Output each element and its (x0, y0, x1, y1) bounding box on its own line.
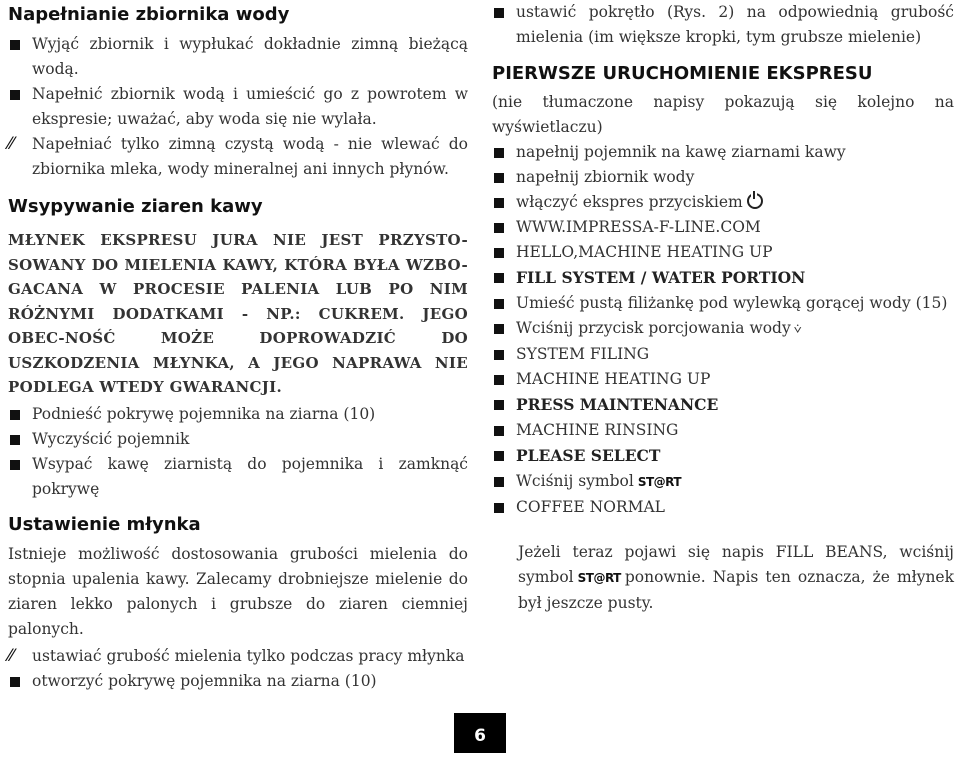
list-item: ustawić pokrętło (Rys. 2) na odpowiednią grubość mielenia (im większe kropki, tym grubsze mielenie) (492, 0, 954, 50)
list-item: HELLO,MACHINE HEATING UP (492, 240, 954, 265)
list-item: napełnij pojemnik na kawę ziarnami kawy (492, 140, 954, 165)
list-item: MACHINE HEATING UP (492, 367, 954, 392)
list-item: MACHINE RINSING (492, 418, 954, 443)
list-item: Wciśnij symbol ST@RT (492, 469, 954, 495)
list-item: Podnieść pokrywę pojemnika na ziarna (10) (8, 402, 468, 427)
square-bullet-icon (10, 677, 20, 687)
list-item: Wyczyścić pojemnik (8, 427, 468, 452)
square-bullet-icon (10, 40, 20, 50)
square-bullet-icon (10, 90, 20, 100)
start-symbol-icon: ST@RT (577, 571, 621, 585)
section-title-water-tank: Napełnianie zbiornika wody (8, 4, 290, 25)
list-item: PRESS MAINTENANCE (492, 392, 954, 418)
power-icon (747, 193, 763, 209)
square-bullet-icon (494, 198, 504, 208)
list-item: FILL SYSTEM / WATER PORTION (492, 265, 954, 291)
square-bullet-icon (494, 477, 504, 487)
left-column (8, 0, 468, 694)
square-bullet-icon (494, 273, 504, 283)
list-item: Napełnić zbiornik wodą i umieścić go z powrotem w ekspresie; uważać, aby woda się nie wylała. (8, 82, 468, 132)
square-bullet-icon (494, 8, 504, 18)
square-bullet-icon (494, 324, 504, 334)
square-bullet-icon (494, 350, 504, 360)
square-bullet-icon (494, 299, 504, 309)
list-item: WWW.IMPRESSA-F-LINE.COM (492, 215, 954, 240)
list-item: PLEASE SELECT (492, 443, 954, 469)
page-number: 6 (454, 713, 506, 753)
list-item: Wsypać kawę ziarnistą do pojemnika i zamknąć pokrywę (8, 452, 468, 502)
square-bullet-icon (494, 248, 504, 258)
square-bullet-icon (10, 460, 20, 470)
square-bullet-icon (494, 173, 504, 183)
list-item: ⁄⁄ Napełniać tylko zimną czystą wodą - nie wlewać do zbiornika mleka, wody mineralnej ani innych płynów. (8, 134, 468, 178)
square-bullet-icon (494, 375, 504, 385)
square-bullet-icon (494, 503, 504, 513)
square-bullet-icon (10, 435, 20, 445)
first-start-intro: (nie tłumaczone napisy pokazują się kolejno na wyświetlaczu) (492, 93, 954, 136)
fill-beans-note: Jeżeli teraz pojawi się napis FILL BEANS, wciśnij symbol ST@RT ponownie. Napis ten oznacza, że młynek był jeszcze pusty. (518, 543, 954, 612)
list-item: otworzyć pokrywę pojemnika na ziarna (10) (8, 669, 468, 694)
list-item: ⁄⁄ ustawiać grubość mielenia tylko podczas pracy młynka (8, 645, 465, 666)
section-title-grinder-setting: Ustawienie młynka (8, 513, 201, 535)
right-column (492, 0, 954, 616)
grinder-warning: MŁYNEK EKSPRESU JURA NIE JEST PRZYSTO-SOWANY DO MIELENIA KAWY, KTÓRA BYŁA WZBO-GACANA W PROCESIE PALENIA LUB PO NIM RÓŻNYMI DODATKAMI - NP.: CUKREM. JEGO OBEC-NOŚĆ MOŻE DOPROWADZIĆ DO USZKODZENIA MŁYNKA, A JEGO NAPRAWA NIE PODLEGA WTEDY GWARANCJI. (8, 231, 468, 396)
list-item: Wciśnij przycisk porcjowania wody ⩒ (492, 316, 954, 342)
list-item: COFFEE NORMAL (492, 495, 954, 520)
square-bullet-icon (494, 400, 504, 410)
first-start-title: PIERWSZE URUCHOMIENIE EKSPRESU (492, 63, 873, 84)
warning-zigzag-icon: ⁄⁄ (8, 645, 14, 666)
list-item: Wyjąć zbiornik i wypłukać dokładnie zimną bieżącą wodą. (8, 32, 468, 82)
square-bullet-icon (494, 148, 504, 158)
warning-zigzag-icon: ⁄⁄ (8, 134, 14, 154)
square-bullet-icon (494, 451, 504, 461)
square-bullet-icon (494, 223, 504, 233)
water-portion-icon: ⩒ (793, 322, 802, 337)
list-item: Umieść pustą filiżankę pod wylewką gorącej wody (15) (492, 291, 954, 316)
list-item: włączyć ekspres przyciskiem (492, 190, 954, 215)
list-item: napełnij zbiornik wody (492, 165, 954, 190)
grinder-paragraph: Istnieje możliwość dostosowania grubości mielenia do stopnia upalenia kawy. Zalecamy drobniejsze mielenie do ziaren lekko palonych i grubsze do ziaren ciemniej palonych. (8, 544, 468, 638)
square-bullet-icon (494, 426, 504, 436)
list-item: SYSTEM FILING (492, 342, 954, 367)
square-bullet-icon (10, 410, 20, 420)
start-symbol-icon: ST@RT (637, 475, 682, 489)
section-title-coffee-beans: Wsypywanie ziaren kawy (8, 196, 263, 217)
